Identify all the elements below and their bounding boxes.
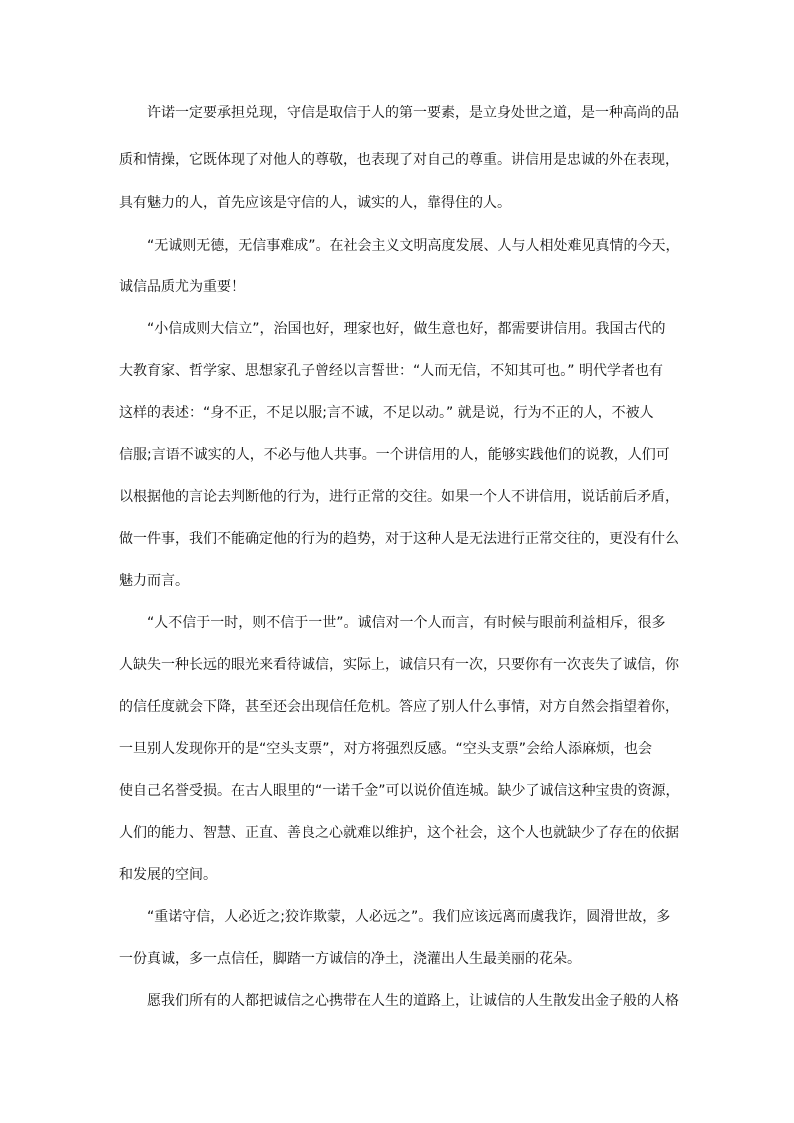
text-line: 一份真诚，多一点信任，脚踏一方诚信的净土，浇灌出人生最美丽的花朵。 <box>119 951 581 967</box>
text-line: “重诺守信，人必近之;狡诈欺蒙，人必远之”。我们应该远离而虞我诈，圆滑世故，多 <box>147 909 671 925</box>
text-line: 的信任度就会下降，甚至还会出现信任危机。答应了别人什么事情，对方自然会指望着你， <box>119 699 679 715</box>
text-line: 质和情操，它既体现了对他人的尊敬，也表现了对自己的尊重。讲信用是忠诚的外在表现， <box>119 152 679 168</box>
text-line: 信服;言语不诚实的人，不必与他人共事。一个讲信用的人，能够实践他们的说教，人们可 <box>119 447 670 463</box>
text-line: “人不信于一时，则不信于一世”。诚信对一个人而言，有时候与眼前利益相斥，很多 <box>147 615 666 631</box>
text-line: 具有魅力的人，首先应该是守信的人，诚实的人，靠得住的人。 <box>119 195 511 211</box>
text-line: “无诚则无德，无信事难成”。在社会主义文明高度发展、人与人相处难见真情的今天， <box>147 238 680 254</box>
text-line: 一旦别人发现你开的是“空头支票”，对方将强烈反感。“空头支票”会给人添麻烦，也会 <box>119 741 653 757</box>
text-line: 做一件事，我们不能确定他的行为的趋势，对于这种人是无法进行正常交往的，更没有什么 <box>119 531 679 547</box>
text-line: 许诺一定要承担兑现，守信是取信于人的第一要素，是立身处世之道，是一种高尚的品 <box>147 105 679 121</box>
text-line: 大教育家、哲学家、思想家孔子曾经以言誓世：“人而无信，不知其可也。” 明代学者也有 <box>119 363 663 379</box>
text-line: 魅力而言。 <box>119 573 189 589</box>
text-line: 以根据他的言论去判断他的行为，进行正常的交往。如果一个人不讲信用，说话前后矛盾， <box>119 489 679 505</box>
text-line: 愿我们所有的人都把诚信之心携带在人生的道路上，让诚信的人生散发出金子般的人格 <box>147 993 679 1009</box>
text-line: 使自己名誉受损。在古人眼里的“一诺千金”可以说价值连城。缺少了诚信这种宝贵的资源， <box>119 783 680 799</box>
text-line: 人缺失一种长远的眼光来看待诚信，实际上，诚信只有一次，只要你有一次丧失了诚信，你 <box>119 657 679 673</box>
text-line: 人们的能力、智慧、正直、善良之心就难以维护，这个社会，这个人也就缺少了存在的依据 <box>119 825 679 841</box>
text-line: 诚信品质尤为重要！ <box>119 279 245 295</box>
text-line: “小信成则大信立”，治国也好，理家也好，做生意也好，都需要讲信用。我国古代的 <box>147 321 666 337</box>
text-line: 和发展的空间。 <box>119 867 217 883</box>
text-line: 这样的表述：“身不正，不足以服;言不诚，不足以动。” 就是说，行为不正的人，不被人 <box>119 405 654 421</box>
